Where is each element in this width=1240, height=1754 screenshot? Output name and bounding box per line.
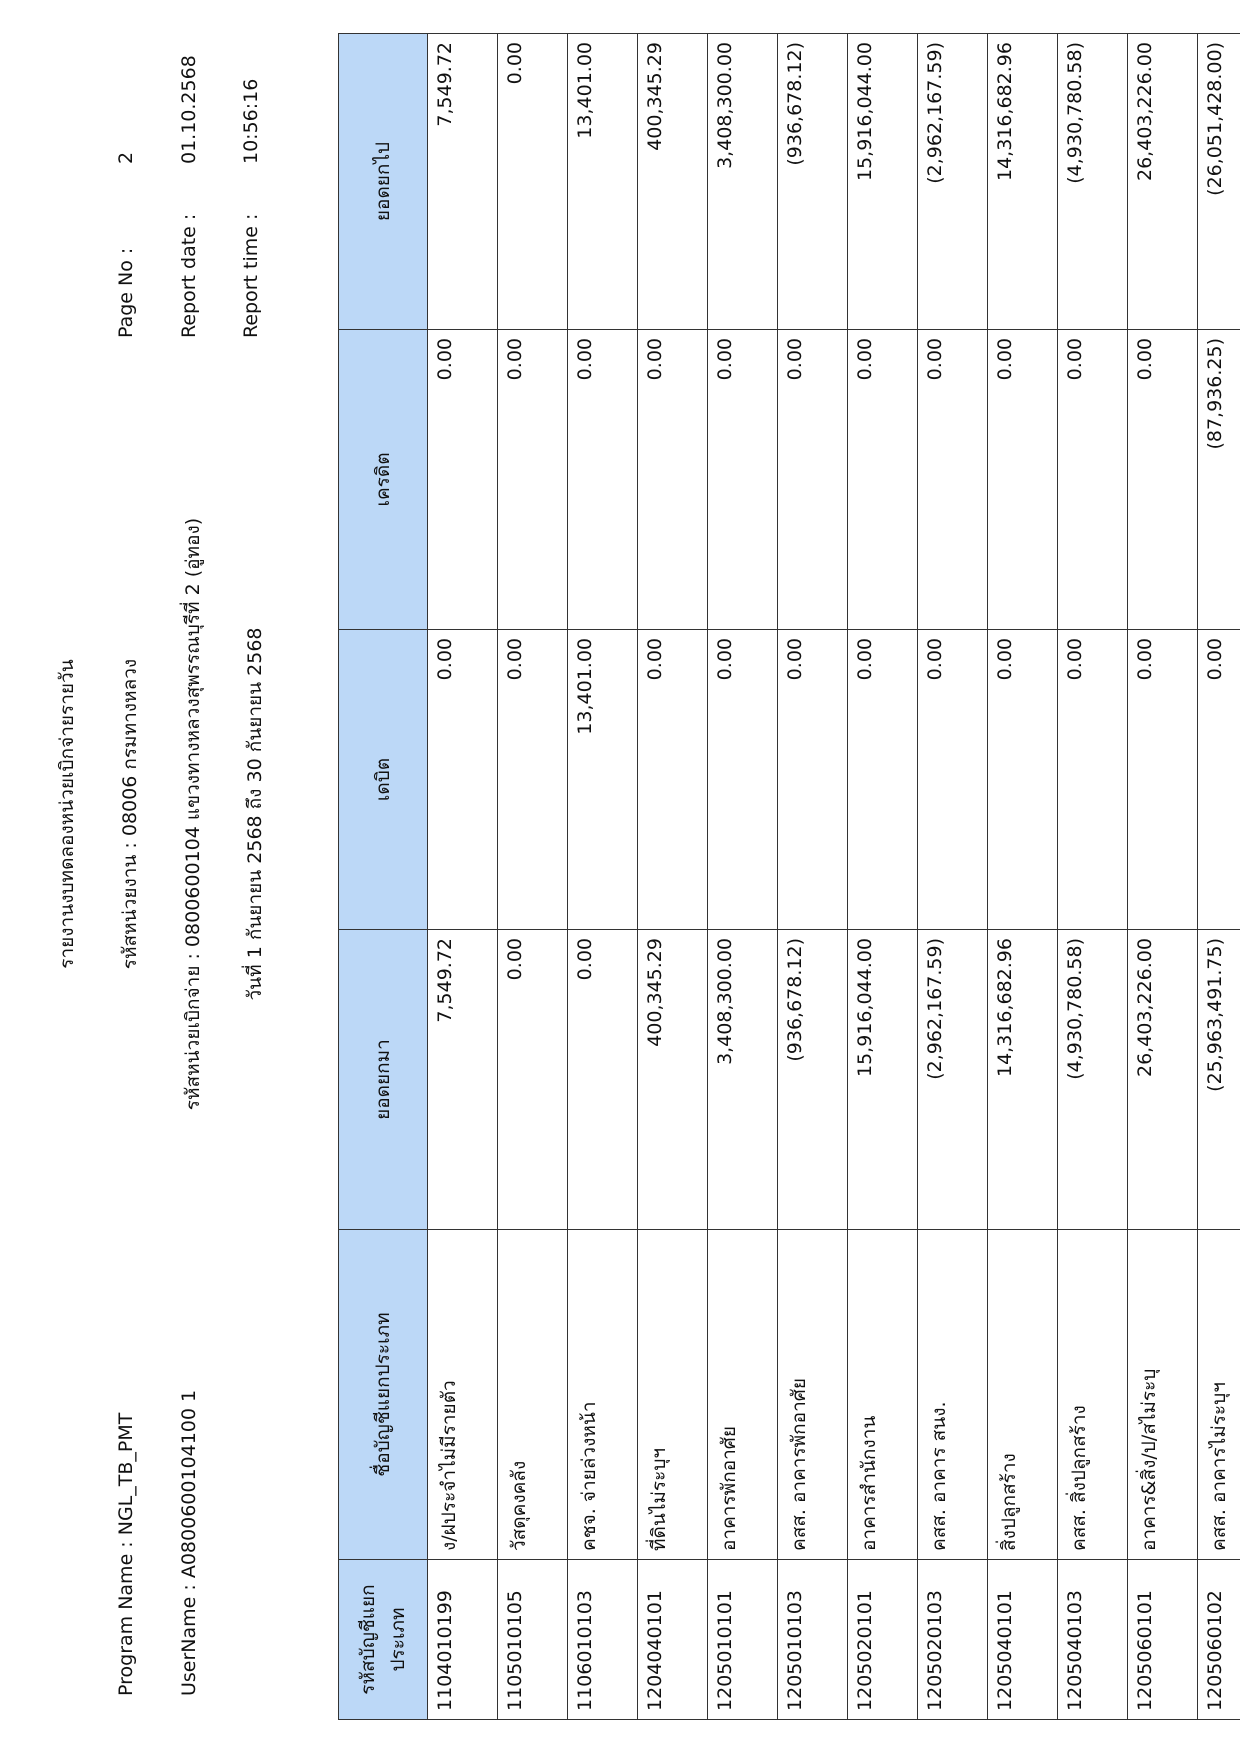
column-header: ยอดยกมา bbox=[339, 930, 428, 1230]
amount-cell: 26,403,226.00 bbox=[1128, 34, 1198, 330]
column-header: ยอดยกไป bbox=[339, 34, 428, 330]
account-name-cell: คชจ. จ่ายล่วงหน้า bbox=[568, 1230, 638, 1560]
account-name-cell: คสส. อาคารไม่ระบุฯ bbox=[1198, 1230, 1240, 1560]
amount-cell: 0.00 bbox=[708, 630, 778, 930]
amount-cell: 3,408,300.00 bbox=[708, 930, 778, 1230]
amount-cell: 0.00 bbox=[708, 330, 778, 630]
amount-cell: 0.00 bbox=[498, 930, 568, 1230]
table-row bbox=[708, 34, 778, 1720]
account-name-cell: วัสดุคงคลัง bbox=[498, 1230, 568, 1560]
table-row bbox=[918, 34, 988, 1720]
account-name-cell: อาคารพักอาศัย bbox=[708, 1230, 778, 1560]
amount-cell: 400,345.29 bbox=[638, 34, 708, 330]
table-row bbox=[848, 34, 918, 1720]
account-name-cell: ที่ดินไม่ระบุฯ bbox=[638, 1230, 708, 1560]
amount-cell: (936,678.12) bbox=[778, 34, 848, 330]
amount-cell: 14,316,682.96 bbox=[988, 930, 1058, 1230]
report-date-value: 01.10.2568 bbox=[178, 55, 200, 164]
amount-cell: 0.00 bbox=[428, 330, 498, 630]
table-row bbox=[498, 34, 568, 1720]
account-code-cell: 1205040103 bbox=[1058, 1560, 1128, 1720]
account-code-cell: 1205010103 bbox=[778, 1560, 848, 1720]
report-period: วันที่ 1 กันยายน 2568 ถึง 30 กันยายน 2568 bbox=[244, 627, 266, 1001]
username: UserName : A0800600104100 1 bbox=[178, 1389, 200, 1696]
account-code-cell: 1205010101 bbox=[708, 1560, 778, 1720]
amount-cell: (4,930,780.58) bbox=[1058, 34, 1128, 330]
table-row bbox=[988, 34, 1058, 1720]
amount-cell: 0.00 bbox=[498, 330, 568, 630]
amount-cell: 13,401.00 bbox=[568, 34, 638, 330]
disbursement-unit: รหัสหน่วยเบิกจ่าย : 0800600104 แขวงทางหลวงสุพรรณบุรีที่ 2 (อู่ทอง) bbox=[182, 517, 204, 1111]
amount-cell: 13,401.00 bbox=[568, 630, 638, 930]
amount-cell: (87,936.25) bbox=[1198, 330, 1240, 630]
table-row bbox=[1058, 34, 1128, 1720]
account-code-cell: 1205020103 bbox=[918, 1560, 988, 1720]
table-header-row bbox=[339, 34, 428, 1720]
amount-cell: 0.00 bbox=[1128, 330, 1198, 630]
amount-cell: 0.00 bbox=[778, 330, 848, 630]
column-header: ชื่อบัญชีแยกประเภท bbox=[339, 1230, 428, 1560]
report-time-label: Report time : bbox=[240, 213, 262, 338]
amount-cell: 0.00 bbox=[638, 630, 708, 930]
table-row bbox=[428, 34, 498, 1720]
amount-cell: 14,316,682.96 bbox=[988, 34, 1058, 330]
program-name: Program Name : NGL_TB_PMT bbox=[115, 1412, 137, 1696]
column-header: เครดิต bbox=[339, 330, 428, 630]
amount-cell: 0.00 bbox=[1198, 630, 1240, 930]
account-code-cell: 1205060102 bbox=[1198, 1560, 1240, 1720]
column-header: รหัสบัญชีแยกประเภท bbox=[339, 1560, 428, 1720]
amount-cell: 3,408,300.00 bbox=[708, 34, 778, 330]
account-name-cell: สิ่งปลูกสร้าง bbox=[988, 1230, 1058, 1560]
amount-cell: 26,403,226.00 bbox=[1128, 930, 1198, 1230]
account-code-cell: 1104010199 bbox=[428, 1560, 498, 1720]
account-code-cell: 1205020101 bbox=[848, 1560, 918, 1720]
amount-cell: 0.00 bbox=[848, 630, 918, 930]
amount-cell: 0.00 bbox=[1058, 630, 1128, 930]
page-no-label: Page No : bbox=[115, 247, 137, 338]
amount-cell: (2,962,167.59) bbox=[918, 930, 988, 1230]
amount-cell: 7,549.72 bbox=[428, 930, 498, 1230]
amount-cell: 0.00 bbox=[1128, 630, 1198, 930]
table-row bbox=[1128, 34, 1198, 1720]
amount-cell: 0.00 bbox=[918, 630, 988, 930]
amount-cell: 15,916,044.00 bbox=[848, 34, 918, 330]
account-name-cell: คสส. อาคารพักอาศัย bbox=[778, 1230, 848, 1560]
amount-cell: 0.00 bbox=[428, 630, 498, 930]
amount-cell: 0.00 bbox=[988, 630, 1058, 930]
report-date-label: Report date : bbox=[178, 213, 200, 338]
report-time-value: 10:56:16 bbox=[240, 78, 262, 164]
account-code-cell: 1106010103 bbox=[568, 1560, 638, 1720]
amount-cell: (25,963,491.75) bbox=[1198, 930, 1240, 1230]
page-no-value: 2 bbox=[115, 151, 137, 164]
amount-cell: 0.00 bbox=[1058, 330, 1128, 630]
account-name-cell: อาคาร&สิ่ง/ป/สไม่ระบุ bbox=[1128, 1230, 1198, 1560]
amount-cell: 0.00 bbox=[918, 330, 988, 630]
report-title: รายงานงบทดลองหน่วยเบิกจ่ายรายวัน bbox=[56, 659, 78, 969]
table-row bbox=[568, 34, 638, 1720]
amount-cell: 7,549.72 bbox=[428, 34, 498, 330]
account-code-cell: 1205040101 bbox=[988, 1560, 1058, 1720]
account-code-cell: 1105010105 bbox=[498, 1560, 568, 1720]
amount-cell: (2,962,167.59) bbox=[918, 34, 988, 330]
agency-code: รหัสหน่วยงาน : 08006 กรมทางหลวง bbox=[119, 658, 141, 970]
amount-cell: (4,930,780.58) bbox=[1058, 930, 1128, 1230]
amount-cell: (26,051,428.00) bbox=[1198, 34, 1240, 330]
account-name-cell: ง/ฝประจำไม่มีรายตัว bbox=[428, 1230, 498, 1560]
amount-cell: 0.00 bbox=[988, 330, 1058, 630]
amount-cell: 0.00 bbox=[848, 330, 918, 630]
trial-balance-table bbox=[338, 33, 1240, 1720]
amount-cell: 0.00 bbox=[498, 630, 568, 930]
amount-cell: (936,678.12) bbox=[778, 930, 848, 1230]
account-name-cell: คสส. สิ่งปลูกสร้าง bbox=[1058, 1230, 1128, 1560]
amount-cell: 15,916,044.00 bbox=[848, 930, 918, 1230]
account-name-cell: อาคารสำนักงาน bbox=[848, 1230, 918, 1560]
amount-cell: 0.00 bbox=[568, 330, 638, 630]
table-row bbox=[638, 34, 708, 1720]
column-header: เดบิต bbox=[339, 630, 428, 930]
account-code-cell: 1205060101 bbox=[1128, 1560, 1198, 1720]
table-row bbox=[1198, 34, 1240, 1720]
account-name-cell: คสส. อาคาร สนง. bbox=[918, 1230, 988, 1560]
table-row bbox=[778, 34, 848, 1720]
amount-cell: 0.00 bbox=[638, 330, 708, 630]
account-code-cell: 1204040101 bbox=[638, 1560, 708, 1720]
amount-cell: 0.00 bbox=[498, 34, 568, 330]
amount-cell: 0.00 bbox=[568, 930, 638, 1230]
amount-cell: 0.00 bbox=[778, 630, 848, 930]
amount-cell: 400,345.29 bbox=[638, 930, 708, 1230]
